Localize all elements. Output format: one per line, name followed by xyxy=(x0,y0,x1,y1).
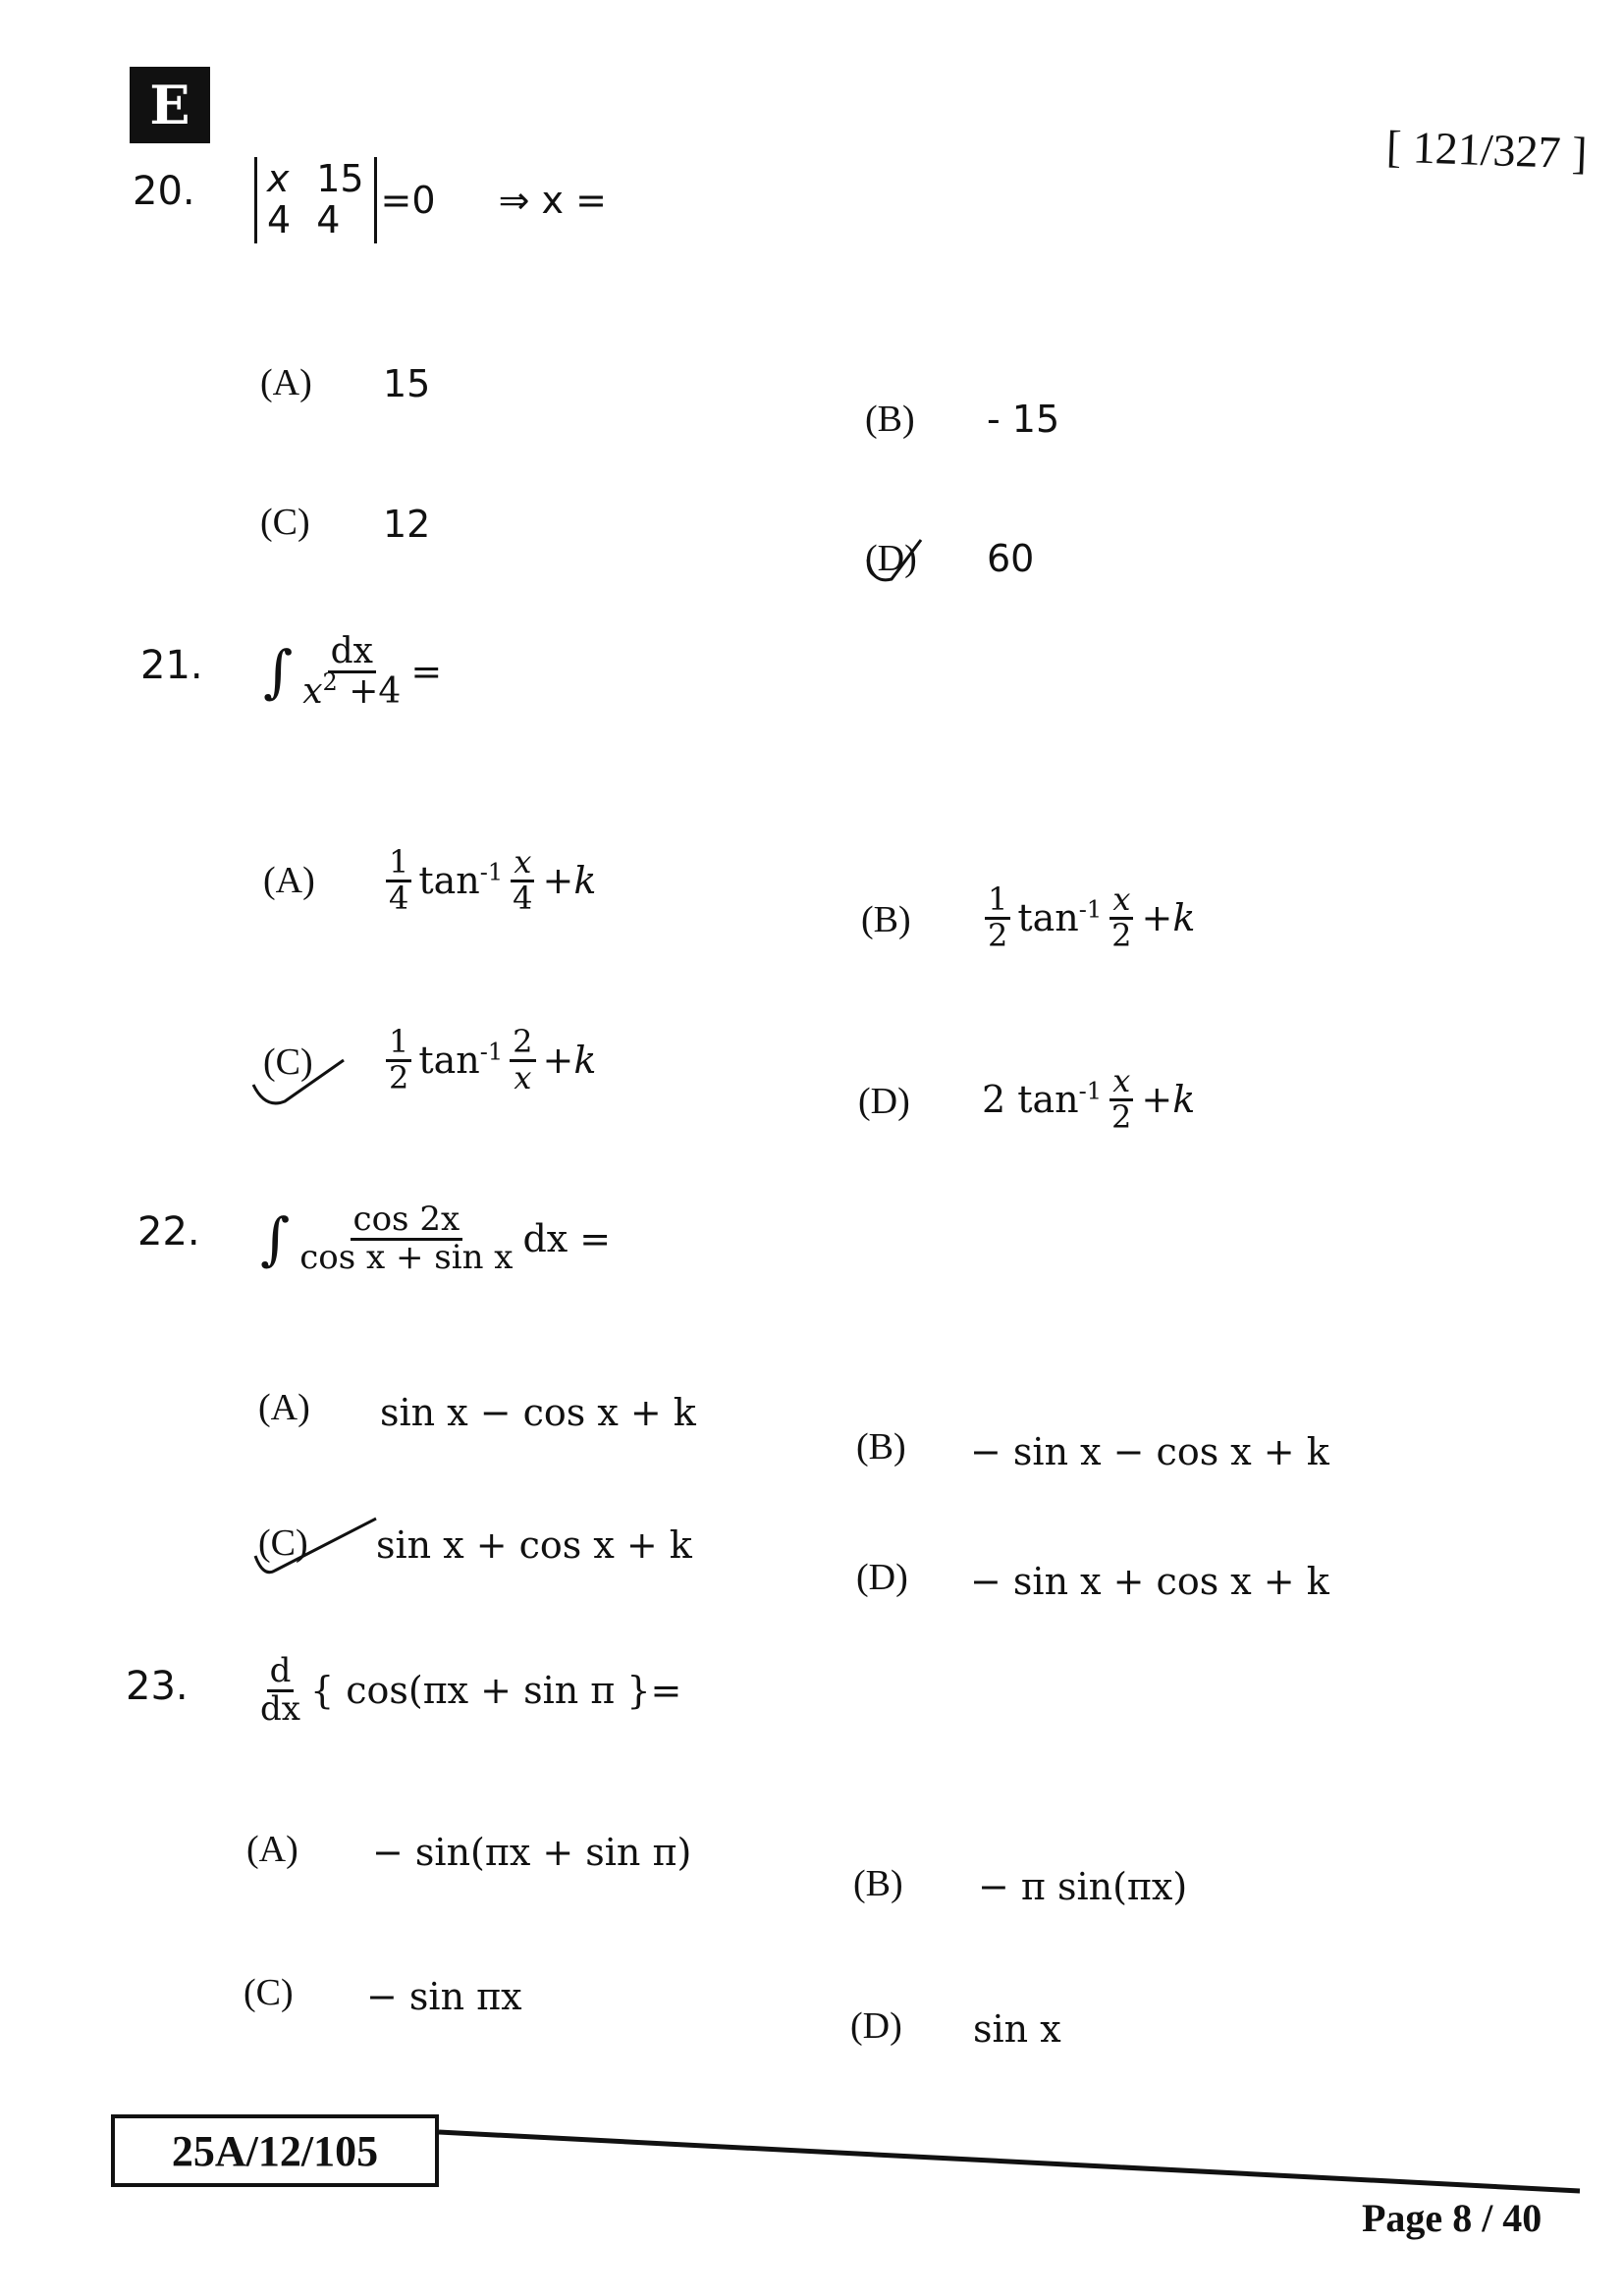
handwritten-tick-icon xyxy=(253,1517,381,1585)
arg-num: x xyxy=(1110,1065,1133,1101)
page-number: Page 8 / 40 xyxy=(1362,2196,1543,2240)
equation-implies: ⇒ x = xyxy=(498,178,607,222)
stem-tail: dx = xyxy=(522,1217,612,1261)
question-number: 23. xyxy=(126,1664,189,1709)
booklet-code-box: 25A/12/105 xyxy=(111,2114,439,2187)
arg-den: 2 xyxy=(1111,916,1132,954)
option-label: (D) xyxy=(858,1081,910,1122)
option-c-text: − sin πx xyxy=(366,1975,522,2018)
coef-num: 1 xyxy=(985,883,1010,920)
option-label: (C) xyxy=(244,1972,294,2013)
option-a-text: sin x − cos x + k xyxy=(380,1391,696,1434)
fraction-denominator: cos x + sin x xyxy=(299,1237,514,1277)
option-b-text: − π sin(πx) xyxy=(978,1865,1188,1908)
arg-den: x xyxy=(514,1058,532,1096)
option-a-text: 15 xyxy=(383,362,431,405)
coef-den: 2 xyxy=(988,916,1008,954)
option-c-text: 12 xyxy=(383,503,431,546)
arg-num: x xyxy=(511,846,534,882)
derivative-denominator: dx xyxy=(260,1688,300,1729)
exponent: -1 xyxy=(479,1038,504,1066)
integral-sign: ∫ xyxy=(263,638,294,706)
option-label: (C) xyxy=(258,1522,308,1564)
option-d-text: sin x xyxy=(973,2007,1061,2051)
option-a-text: − sin(πx + sin π) xyxy=(372,1831,692,1874)
matrix-cell: x xyxy=(267,157,290,200)
constant: +k xyxy=(542,859,597,903)
derivative-numerator: d xyxy=(267,1654,295,1692)
function-name: tan xyxy=(418,859,480,903)
constant: +k xyxy=(542,1039,597,1083)
function-name: 2 tan xyxy=(982,1078,1079,1122)
denominator-exponent: 2 xyxy=(322,667,338,696)
exponent: -1 xyxy=(1078,895,1103,924)
fraction-numerator: dx xyxy=(328,633,376,673)
arg-den: 4 xyxy=(513,879,533,917)
arg-den: 2 xyxy=(1111,1097,1132,1136)
question-number: 22. xyxy=(137,1209,200,1255)
option-label: (D) xyxy=(865,538,917,579)
option-b-text: - 15 xyxy=(987,398,1060,441)
option-c-text: sin x + cos x + k xyxy=(376,1523,692,1567)
matrix-cell: 4 xyxy=(316,197,341,241)
option-d-expression xyxy=(982,1062,1196,1136)
function-name: tan xyxy=(418,1039,480,1083)
option-label: (B) xyxy=(861,899,911,940)
arg-num: 2 xyxy=(510,1026,535,1062)
question-20-stem xyxy=(254,157,607,243)
question-23-stem xyxy=(254,1651,682,1729)
equation-rhs: =0 xyxy=(380,178,436,222)
option-label: (C) xyxy=(263,1041,313,1083)
coef-num: 1 xyxy=(386,1026,411,1062)
coef-den: 4 xyxy=(389,879,409,917)
option-label: (A) xyxy=(246,1829,298,1870)
fraction-numerator: cos 2x xyxy=(351,1202,463,1241)
handwritten-tick-icon xyxy=(862,530,931,589)
question-21-stem xyxy=(263,633,442,711)
exponent: -1 xyxy=(1078,1077,1103,1105)
paper-code: [ 121/327 ] xyxy=(1385,121,1589,179)
coef-den: 2 xyxy=(389,1058,409,1096)
option-label: (A) xyxy=(260,362,312,403)
constant: +k xyxy=(1141,1078,1196,1122)
option-label: (A) xyxy=(258,1387,310,1428)
denominator-rest: +4 xyxy=(337,670,402,712)
matrix-cell: 15 xyxy=(316,157,364,200)
determinant xyxy=(254,157,377,243)
question-22-stem xyxy=(260,1202,611,1275)
matrix-cell: 4 xyxy=(267,197,292,241)
option-label: (D) xyxy=(850,2005,902,2047)
stem-expression: { cos(πx + sin π }= xyxy=(309,1669,682,1713)
option-d-text: 60 xyxy=(987,537,1035,580)
question-number: 20. xyxy=(133,169,195,214)
function-name: tan xyxy=(1017,896,1079,940)
constant: +k xyxy=(1141,896,1196,940)
option-b-text: − sin x − cos x + k xyxy=(970,1430,1329,1473)
integral-sign: ∫ xyxy=(260,1205,291,1273)
set-letter-badge: E xyxy=(130,67,210,143)
equals-sign: = xyxy=(410,650,443,694)
exponent: -1 xyxy=(479,858,504,886)
option-label: (D) xyxy=(856,1557,908,1598)
option-a-expression xyxy=(383,843,597,917)
denominator-base: x xyxy=(302,670,323,712)
footer-rule xyxy=(439,2110,1588,2199)
option-label: (B) xyxy=(856,1426,906,1468)
option-d-text: − sin x + cos x + k xyxy=(970,1560,1329,1603)
option-c-expression xyxy=(383,1023,597,1096)
arg-num: x xyxy=(1110,883,1133,920)
option-label: (A) xyxy=(263,860,315,901)
question-number: 21. xyxy=(140,643,203,688)
coef-num: 1 xyxy=(386,846,411,882)
handwritten-tick-icon xyxy=(245,1031,353,1119)
option-label: (B) xyxy=(865,399,915,440)
option-label: (B) xyxy=(853,1863,903,1904)
option-b-expression xyxy=(982,883,1195,952)
option-label: (C) xyxy=(260,502,310,543)
